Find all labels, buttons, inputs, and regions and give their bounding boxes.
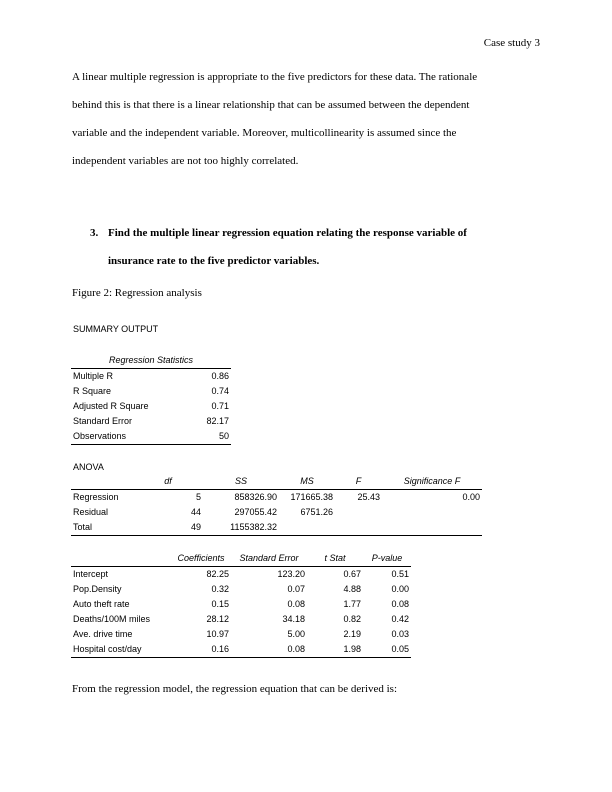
row-label: Ave. drive time bbox=[73, 629, 133, 639]
table-row bbox=[71, 369, 231, 385]
cell-p-value: 0.00 bbox=[391, 584, 409, 594]
paragraph-line: variable and the independent variable. Moreover, multicollinearity is assumed since the bbox=[72, 127, 457, 139]
cell-df: 49 bbox=[133, 520, 203, 536]
cell-ms: 6751.26 bbox=[300, 507, 333, 517]
row-label: Deaths/100M miles bbox=[73, 614, 151, 624]
cell-p-value: 0.08 bbox=[391, 599, 409, 609]
coef-col-coefficients: Coefficients bbox=[171, 551, 231, 567]
cell-f bbox=[335, 520, 382, 536]
cell-t-stat: 4.88 bbox=[343, 584, 361, 594]
stat-label: Observations bbox=[71, 429, 191, 445]
cell-p-value: 0.42 bbox=[391, 614, 409, 624]
table-row bbox=[71, 642, 411, 658]
cell-f: 25.43 bbox=[357, 492, 380, 502]
stat-value: 0.71 bbox=[211, 401, 229, 411]
cell-standard-error: 5.00 bbox=[287, 629, 305, 639]
cell-standard-error: 0.08 bbox=[231, 642, 307, 658]
paragraph-line: behind this is that there is a linear relationship that can be assumed between the dependent bbox=[72, 99, 470, 111]
cell-standard-error: 34.18 bbox=[282, 614, 305, 624]
cell-coefficient: 82.25 bbox=[206, 569, 229, 579]
cell-t-stat: 0.82 bbox=[343, 614, 361, 624]
coef-col-standard-error: Standard Error bbox=[231, 551, 307, 567]
summary-output-title: SUMMARY OUTPUT bbox=[73, 324, 159, 334]
stat-label: R Square bbox=[73, 386, 112, 396]
anova-title: ANOVA bbox=[73, 462, 104, 472]
cell-t-stat: 1.77 bbox=[343, 599, 361, 609]
stat-value: 82.17 bbox=[206, 416, 229, 426]
row-label: Hospital cost/day bbox=[71, 642, 171, 658]
cell-coefficient: 0.32 bbox=[211, 584, 229, 594]
cell-t-stat: 1.98 bbox=[307, 642, 363, 658]
table-row bbox=[71, 429, 231, 445]
table-row bbox=[71, 597, 411, 612]
coef-col-t-stat: t Stat bbox=[307, 551, 363, 567]
paragraph-line: A linear multiple regression is appropriate to the five predictors for these data. The rationale bbox=[72, 71, 478, 83]
coefficients-table bbox=[71, 551, 411, 658]
row-label: Total bbox=[71, 520, 133, 536]
cell-f bbox=[335, 505, 382, 520]
cell-ss: 1155382.32 bbox=[203, 520, 279, 536]
question-line: Find the multiple linear regression equation relating the response variable of bbox=[108, 227, 467, 239]
stat-label: Standard Error bbox=[73, 416, 133, 426]
closing-sentence: From the regression model, the regression equation that can be derived is: bbox=[72, 683, 398, 695]
cell-t-stat: 0.67 bbox=[343, 569, 361, 579]
table-row bbox=[71, 567, 411, 583]
cell-ss: 858326.90 bbox=[234, 492, 277, 502]
cell-ms: 171665.38 bbox=[290, 492, 333, 502]
table-row bbox=[71, 627, 411, 642]
coef-col-p-value: P-value bbox=[363, 551, 411, 567]
table-row bbox=[71, 612, 411, 627]
regression-statistics-header: Regression Statistics bbox=[71, 353, 231, 369]
question-3 bbox=[90, 219, 520, 275]
table-row bbox=[71, 414, 231, 429]
table-row bbox=[71, 505, 482, 520]
cell-significance-f: 0.00 bbox=[462, 492, 480, 502]
question-line: insurance rate to the five predictor variables. bbox=[108, 255, 320, 267]
stat-value: 0.86 bbox=[211, 371, 229, 381]
stat-label: Multiple R bbox=[73, 371, 114, 381]
cell-standard-error: 0.07 bbox=[287, 584, 305, 594]
cell-p-value: 0.51 bbox=[391, 569, 409, 579]
anova-table bbox=[71, 474, 482, 536]
anova-col-df: df bbox=[133, 474, 203, 490]
table-row bbox=[71, 399, 231, 414]
cell-p-value: 0.05 bbox=[363, 642, 411, 658]
row-label: Intercept bbox=[73, 569, 109, 579]
cell-coefficient: 28.12 bbox=[206, 614, 229, 624]
cell-coefficient: 10.97 bbox=[206, 629, 229, 639]
paragraph-line: independent variables are not too highly correlated. bbox=[72, 155, 299, 167]
cell-coefficient: 0.16 bbox=[171, 642, 231, 658]
table-row bbox=[71, 582, 411, 597]
table-row bbox=[71, 490, 482, 506]
regression-statistics-table bbox=[71, 353, 231, 445]
stat-label: Adjusted R Square bbox=[73, 401, 149, 411]
row-label: Pop.Density bbox=[73, 584, 122, 594]
row-label: Residual bbox=[73, 507, 109, 517]
row-label: Regression bbox=[73, 492, 119, 502]
cell-standard-error: 0.08 bbox=[287, 599, 305, 609]
stat-value: 50 bbox=[191, 429, 231, 445]
cell-significance-f bbox=[382, 505, 482, 520]
cell-ms bbox=[279, 520, 335, 536]
figure-caption: Figure 2: Regression analysis bbox=[72, 287, 202, 299]
running-head: Case study 3 bbox=[483, 37, 540, 49]
table-row bbox=[71, 384, 231, 399]
anova-col-ms: MS bbox=[279, 474, 335, 490]
anova-col-significance-f: Significance F bbox=[382, 474, 482, 490]
cell-t-stat: 2.19 bbox=[343, 629, 361, 639]
cell-coefficient: 0.15 bbox=[211, 599, 229, 609]
cell-df: 44 bbox=[190, 507, 201, 517]
table-row bbox=[71, 520, 482, 536]
anova-col-ss: SS bbox=[203, 474, 279, 490]
cell-p-value: 0.03 bbox=[391, 629, 409, 639]
stat-value: 0.74 bbox=[211, 386, 229, 396]
row-label: Auto theft rate bbox=[73, 599, 130, 609]
cell-significance-f bbox=[382, 520, 482, 536]
anova-col-f: F bbox=[335, 474, 382, 490]
cell-standard-error: 123.20 bbox=[277, 569, 305, 579]
cell-df: 5 bbox=[195, 492, 201, 502]
question-number: 3. bbox=[90, 227, 99, 239]
cell-ss: 297055.42 bbox=[234, 507, 277, 517]
